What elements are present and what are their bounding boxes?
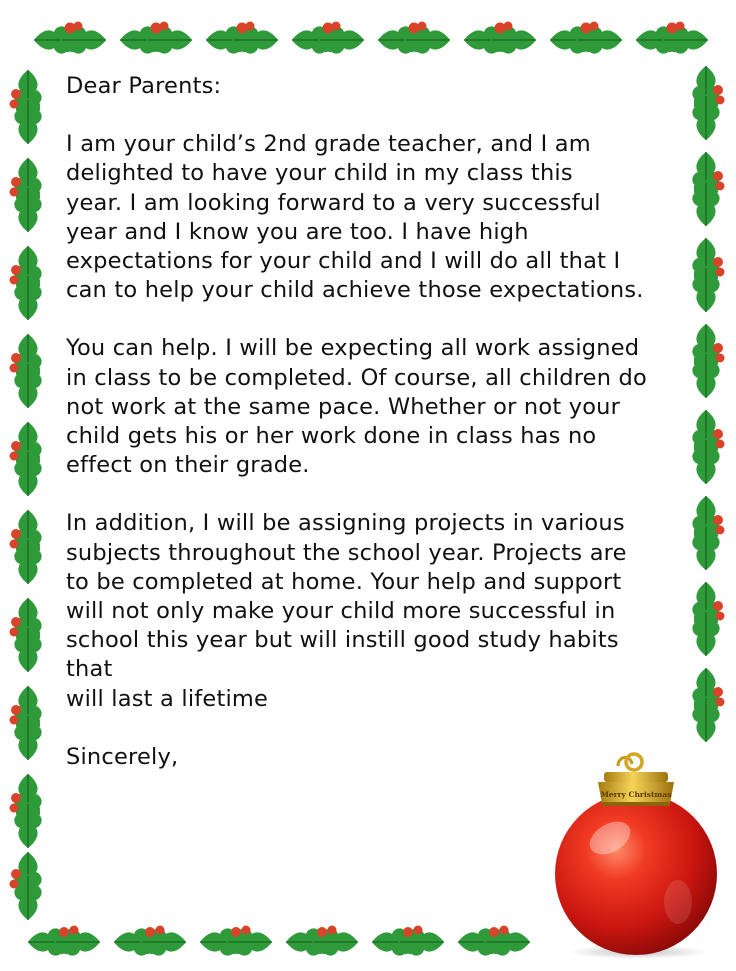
paragraph-3-line: will not only make your child more successful in — [66, 598, 616, 625]
paragraph-1-line: I am your child’s 2nd grade teacher, and I am — [66, 131, 591, 158]
paragraph-2-line: in class to be completed. Of course, all children do — [66, 364, 647, 391]
paragraph-2-line: not work at the same pace. Whether or not your — [66, 393, 621, 420]
paragraph-3-line: to be completed at home. Your help and support — [66, 568, 622, 595]
paragraph-3-line: school this year but will instill good study habits — [66, 627, 619, 654]
paragraph-2-line: effect on their grade. — [66, 452, 310, 479]
paragraph-3-line: subjects throughout the school year. Projects are — [66, 539, 627, 566]
paragraph-1-line: expectations for your child and I will do all that I — [66, 248, 621, 275]
paragraph-2-line: You can help. I will be expecting all work assigned — [66, 335, 640, 362]
paragraph-1-line: year and I know you are too. I have high — [66, 218, 529, 245]
paragraph-3-line: In addition, I will be assigning projects in various — [66, 510, 625, 537]
paragraph-2 — [66, 334, 671, 480]
paragraph-3-line: that — [66, 656, 113, 683]
paragraph-2-line: child gets his or her work done in class has no — [66, 423, 597, 450]
holly-top-row — [34, 22, 708, 54]
paragraph-3 — [66, 509, 671, 713]
holly-right-column — [692, 66, 724, 742]
ornament-label: Merry Christmas — [600, 790, 672, 799]
letter-body — [66, 72, 671, 772]
christmas-ornament-icon — [548, 752, 724, 960]
salutation: Dear Parents: — [66, 73, 222, 99]
paragraph-1-line: delighted to have your child in my class this — [66, 160, 573, 187]
closing: Sincerely, — [66, 743, 179, 770]
paragraph-3-line: will last a lifetime — [66, 685, 269, 712]
holly-left-column — [10, 70, 42, 920]
paragraph-1-line: can to help your child achieve those expectations. — [66, 277, 644, 304]
paragraph-1 — [66, 130, 671, 305]
holly-bottom-row — [28, 926, 530, 956]
paragraph-1-line: year. I am looking forward to a very successful — [66, 189, 601, 216]
